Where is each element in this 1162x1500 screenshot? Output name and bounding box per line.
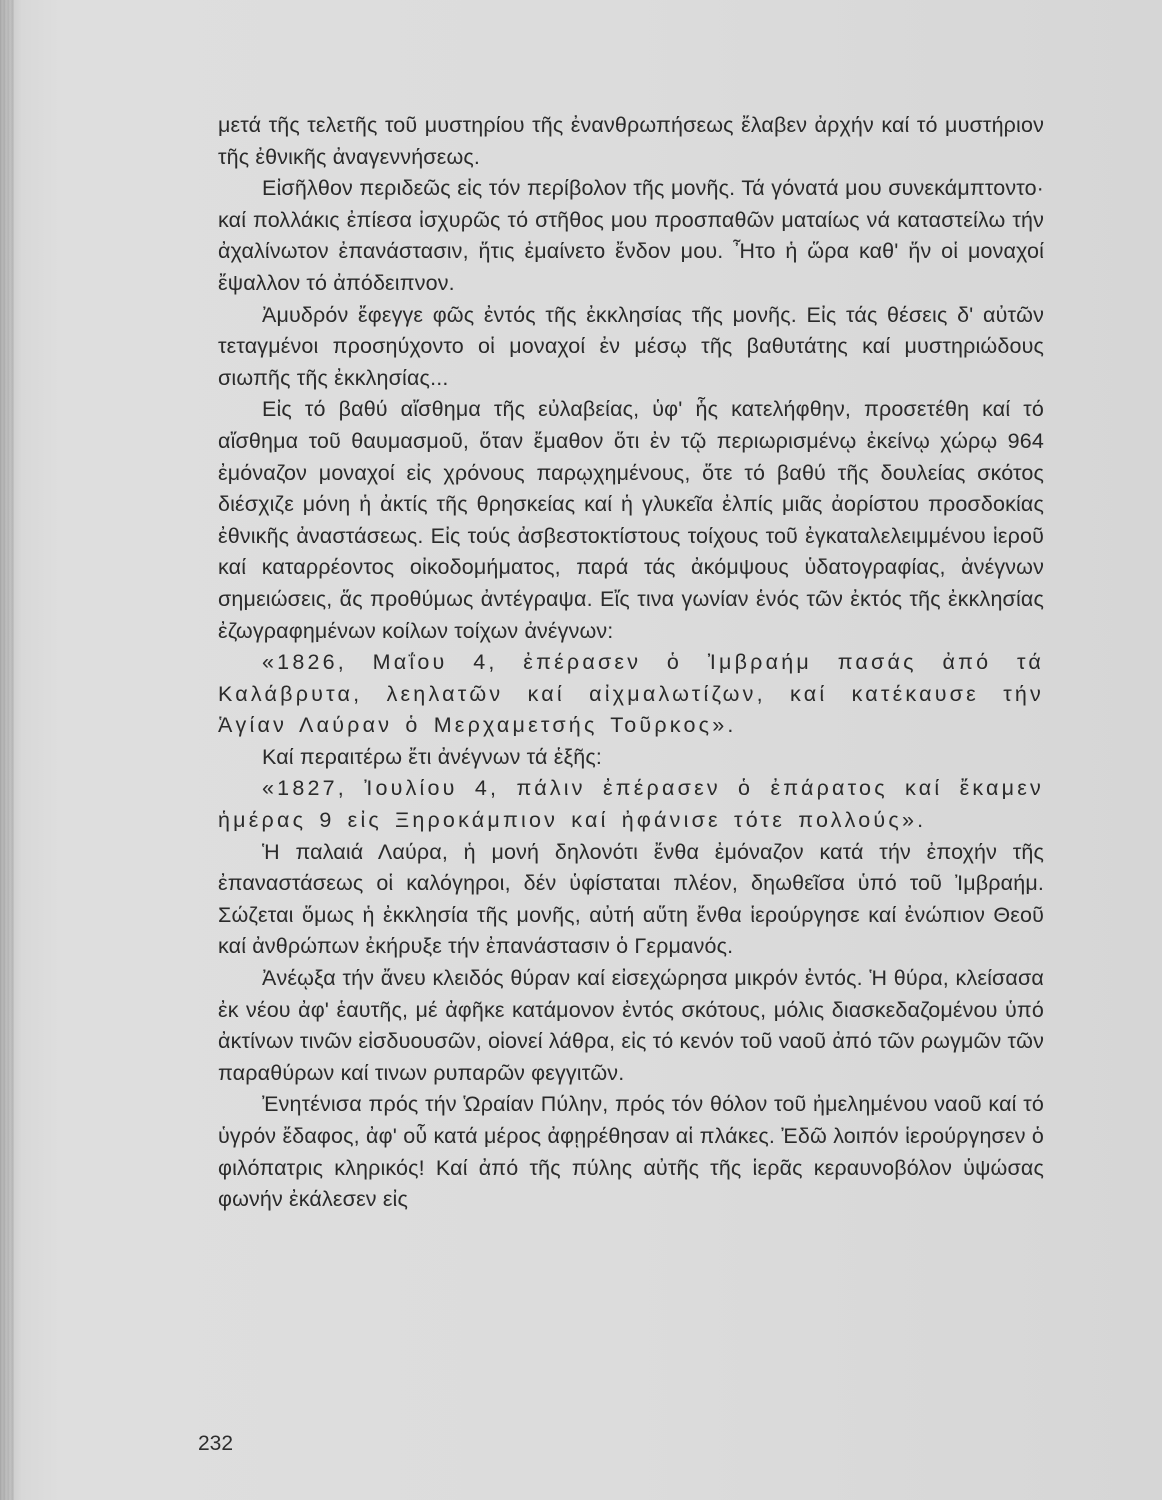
paragraph-4: Εἰς τό βαθύ αἴσθημα τῆς εὐλαβείας, ὑφ' ἧς κατελήφθην, προσετέθη καί τό αἴσθημα τοῦ θαυμασμοῦ, ὅταν ἔμαθον ὅτι ἐν τῷ περιωρισμένῳ ἐκείνῳ χώρῳ 964 ἐμόναζον μοναχοί εἰς χρόνους παρῳχημένους, ὅτε τό βαθύ τῆς δουλείας σκότος διέσχιζε μόνη ἡ ἀκτίς τῆς θρησκείας καί ἡ γλυκεῖα ἐλπίς μιᾶς ἀορίστου προσδοκίας ἐθνικῆς ἀναστάσεως. Εἰς τούς ἀσβεστοκτίστους τοίχους τοῦ ἐγκαταλελειμμένου ἱεροῦ καί καταρρέοντος οἰκοδομήματος, παρά τάς ἀκόμψους ὑδατογραφίας, ἀνέγνων σημειώσεις, ἅς προθύμως ἀντέγραψα. Εἴς τινα γωνίαν ἑνός τῶν ἐκτός τῆς ἐκκλησίας ἐζωγραφημένων κοίλων τοίχων ἀνέγνων:	[218, 397, 1044, 643]
text-body	[218, 110, 1044, 1216]
quote-inscription-1827: «1827, Ἰουλίου 4, πάλιν ἐπέρασεν ὁ ἐπάρατος καί ἔκαμεν ἡμέρας 9 εἰς Ξηροκάμπιον καί ἠφάνισε τότε πολλούς».	[218, 776, 1044, 833]
paragraph-3: Ἀμυδρόν ἔφεγγε φῶς ἐντός τῆς ἐκκλησίας τῆς μονῆς. Εἰς τάς θέσεις δ' αὐτῶν τεταγμένοι προσηύχοντο οἱ μοναχοί ἐν μέσῳ τῆς βαθυτάτης καί μυστηριώδους σιωπῆς τῆς ἐκκλησίας...	[218, 302, 1044, 390]
paragraph-8: Ἡ παλαιά Λαύρα, ἡ μονή δηλονότι ἔνθα ἐμόναζον κατά τήν ἐποχήν τῆς ἐπαναστάσεως οἱ καλόγηροι, δέν ὑφίσταται πλέον, δηωθεῖσα ὑπό τοῦ Ἰμβραήμ. Σώζεται ὅμως ἡ ἐκκλησία τῆς μονῆς, αὐτή αὕτη ἔνθα ἱερούργησε καί ἐνώπιον Θεοῦ καί ἀνθρώπων ἐκήρυξε τήν ἐπανάστασιν ὁ Γερμανός.	[218, 839, 1044, 959]
paragraph-6: Καί περαιτέρω ἔτι ἀνέγνων τά ἑξῆς:	[262, 744, 602, 769]
paragraph-1: μετά τῆς τελετῆς τοῦ μυστηρίου τῆς ἐνανθρωπήσεως ἔλαβεν ἀρχήν καί τό μυστήριον τῆς ἐθνικῆς ἀναγεννήσεως.	[218, 113, 1044, 169]
paragraph-2: Εἰσῆλθον περιδεῶς εἰς τόν περίβολον τῆς μονῆς. Τά γόνατά μου συνεκάμπτοντο· καί πολλάκις ἐπίεσα ἰσχυρῶς τό στῆθος μου προσπαθῶν ματαίως νά καταστείλω τήν ἀχαλίνωτον ἐπανάστασιν, ἥτις ἐμαίνετο ἔνδον μου. Ἦτο ἡ ὥρα καθ' ἥν οἱ μοναχοί ἔψαλλον τό ἀπόδειπνον.	[218, 176, 1044, 295]
paragraph-9: Ἀνέῳξα τήν ἄνευ κλειδός θύραν καί εἰσεχώρησα μικρόν ἐντός. Ἡ θύρα, κλείσασα ἐκ νέου ἀφ' ἑαυτῆς, μέ ἀφῆκε κατάμονον ἐντός σκότους, μόλις διασκεδαζομένου ὑπό ἀκτίνων τινῶν εἰσδυουσῶν, οἱονεί λάθρα, εἰς τό κενόν τοῦ ναοῦ ἀπό τῶν ρωγμῶν τῶν παραθύρων καί τινων ρυπαρῶν φεγγιτῶν.	[218, 966, 1044, 1085]
quote-inscription-1826: «1826, Μαΐου 4, ἐπέρασεν ὁ Ἰμβραήμ πασάς ἀπό τά Καλάβρυτα, λεηλατῶν καί αἰχμαλωτίζων, καί κατέκαυσε τήν Ἁγίαν Λαύραν ὁ Μερχαμετσής Τοῦρκος».	[218, 650, 1044, 738]
page-number: 232	[198, 1432, 234, 1455]
paragraph-10: Ἐνητένισα πρός τήν Ὡραίαν Πύλην, πρός τόν θόλον τοῦ ἠμελημένου ναοῦ καί τό ὑγρόν ἔδαφος, ἀφ' οὗ κατά μέρος ἀφῃρέθησαν αἱ πλάκες. Ἐδῶ λοιπόν ἱερούργησεν ὁ φιλόπατρις κληρικός! Καί ἀπό τῆς πύλης αὐτῆς τῆς ἱερᾶς κεραυνοβόλον ὑψώσας φωνήν ἐκάλεσεν εἰς	[218, 1092, 1044, 1212]
page-binding-edge	[0, 0, 14, 1500]
